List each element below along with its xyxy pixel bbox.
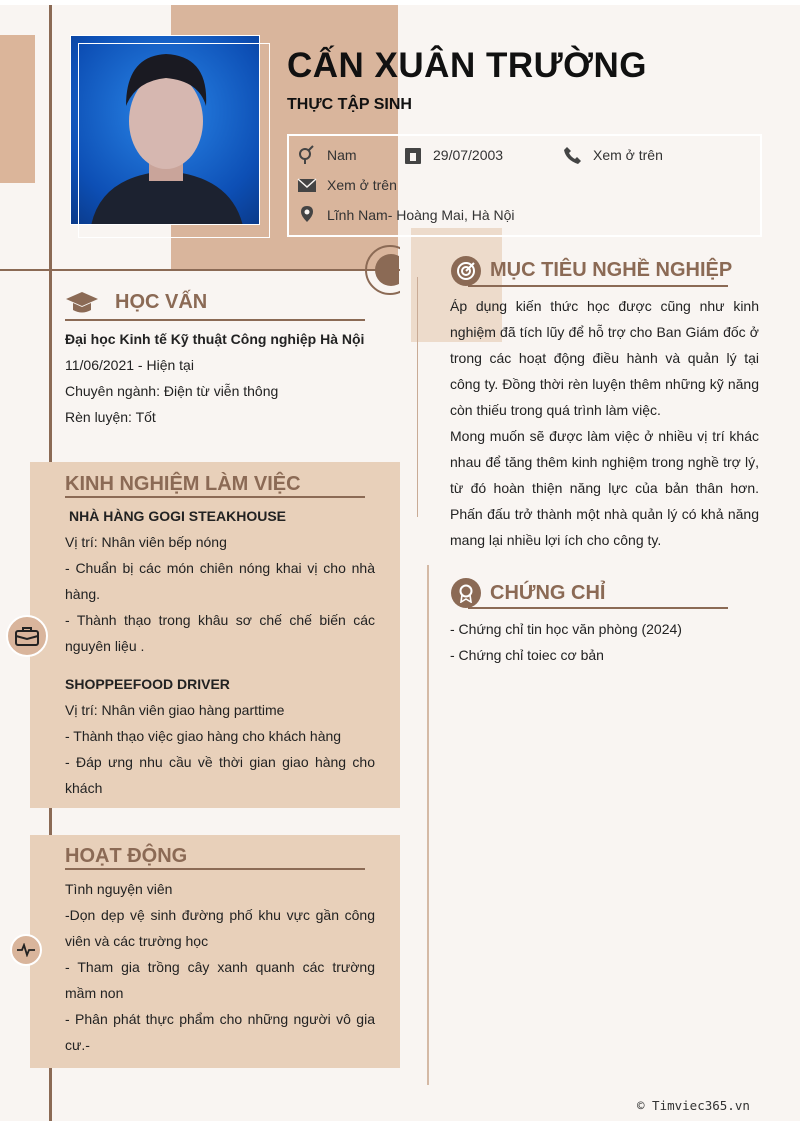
graduation-cap-icon [64, 290, 100, 321]
job-line: - Thành thạo trong khâu sơ chế chế biến các nguyên liệu . [65, 612, 375, 654]
email-value: Xem ở trên [327, 177, 397, 193]
objective-paragraph: Mong muốn sẽ được làm việc ở nhiều vị trí khác nhau để tăng thêm kinh nghiệm trong nghề trợ lý, từ đó hoàn thiện năng lực của bản thân hơn. Phấn đấu trở thành một nhà quản lý có khả năng mang lại nhiều lợi ích cho công ty. [450, 428, 759, 548]
heading-underline [468, 285, 728, 287]
candidate-role: THỰC TẬP SINH [287, 96, 412, 113]
gender-value: Nam [327, 147, 357, 163]
phone-value: Xem ở trên [593, 147, 663, 163]
certificate-item: - Chứng chỉ toiec cơ bản [450, 647, 604, 663]
job-line: - Thành thạo việc giao hàng cho khách hàng [65, 728, 342, 744]
heading-underline [65, 868, 365, 870]
briefcase-badge [6, 615, 48, 657]
activity-line: - Tham gia trồng cây xanh quanh các trường mầm non [65, 959, 375, 1001]
education-section [65, 326, 385, 430]
school-name: Đại học Kinh tế Kỹ thuật Công nghiệp Hà Nội [65, 331, 365, 347]
activity-line: -Dọn dẹp vệ sinh đường phố khu vực gần công viên và các trường học [65, 907, 375, 949]
certificate-item: - Chứng chỉ tin học văn phòng (2024) [450, 621, 682, 637]
job-company: NHÀ HÀNG GOGI STEAKHOUSE [69, 508, 287, 524]
certificates-heading: CHỨNG CHỈ [490, 582, 606, 604]
education-conduct: Rèn luyện: Tốt [65, 409, 156, 425]
address-value: Lĩnh Nam- Hoàng Mai, Hà Nội [327, 207, 515, 223]
activity-line: - Phân phát thực phẩm cho những người vô gia cư.- [65, 1011, 375, 1053]
education-heading: HỌC VẤN [115, 291, 208, 313]
email-item [297, 175, 397, 195]
decor-rect-left [0, 35, 35, 183]
divider-line [417, 277, 418, 517]
award-icon [451, 578, 481, 608]
job-line: - Chuẩn bị các món chiên nóng khai vị cho nhà hàng. [65, 560, 375, 602]
calendar-icon [403, 145, 423, 165]
activity-line: Tình nguyện viên [65, 881, 173, 897]
gender-icon [297, 145, 317, 165]
job-line: - Đáp ưng nhu cầu về thời gian giao hàng cho khách [65, 754, 375, 796]
job-position: Vị trí: Nhân viên bếp nóng [65, 534, 227, 550]
heading-underline [468, 607, 728, 609]
objective-heading: MỤC TIÊU NGHỀ NGHIỆP [490, 259, 733, 281]
decor-circle-inner [375, 254, 407, 286]
certificates-list [450, 616, 760, 668]
activities-list [65, 876, 375, 1058]
activities-heading: HOẠT ĐỘNG [65, 845, 188, 867]
job-position: Vị trí: Nhân viên giao hàng parttime [65, 702, 285, 718]
pulse-icon [16, 943, 36, 957]
divider-line [427, 565, 429, 1085]
location-pin-icon [297, 205, 317, 225]
top-strip [0, 0, 800, 5]
objective-paragraph: Áp dụng kiến thức học được cũng như kinh nghiệm đã tích lũy để hỗ trợ cho Ban Giám đốc ở trong các hoạt động điều hành và quản lý tại công ty. Đồng thời rèn luyện thêm những kỹ năng còn thiếu trong quá trình làm việc. [450, 298, 759, 418]
education-major: Chuyên ngành: Điện từ viễn thông [65, 383, 279, 399]
address-item [297, 205, 515, 225]
gender-item [297, 145, 357, 165]
objective-text [450, 293, 759, 553]
experience-list [65, 503, 375, 801]
phone-icon [563, 145, 583, 165]
heading-underline [65, 319, 365, 321]
candidate-name: CẤN XUÂN TRƯỜNG [287, 46, 647, 85]
footer-watermark: © Timviec365.vn [637, 1098, 750, 1113]
activity-badge [10, 934, 42, 966]
dob-item [403, 145, 503, 165]
job-company: SHOPPEEFOOD DRIVER [65, 676, 230, 692]
phone-item [563, 145, 663, 165]
header-divider [0, 269, 400, 271]
experience-heading: KINH NGHIỆM LÀM VIỆC [65, 473, 301, 495]
photo-frame [78, 43, 270, 238]
heading-underline [65, 496, 365, 498]
education-period: 11/06/2021 - Hiện tại [65, 357, 194, 373]
email-icon [297, 175, 317, 195]
target-icon [451, 256, 481, 286]
briefcase-icon [14, 625, 40, 647]
dob-value: 29/07/2003 [433, 147, 504, 163]
